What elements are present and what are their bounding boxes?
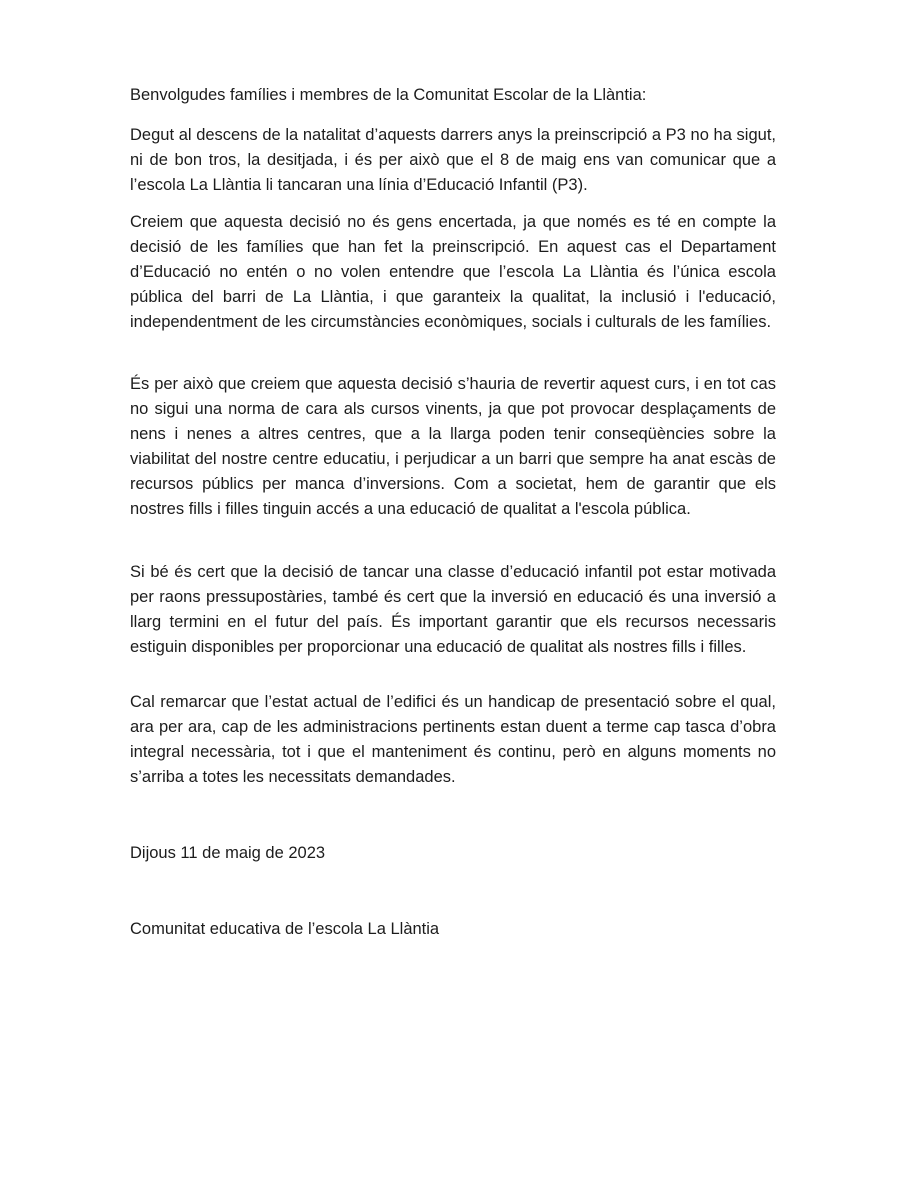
paragraph-4: Si bé és cert que la decisió de tancar una classe d’educació infantil pot estar motivada per raons pressupostàries, també és cert que la inversió en educació és una inversió a llarg termini en el futur del país. És important garantir que els recursos necessaris estiguin disponibles per proporcionar una educació de qualitat als nostres fills i filles. bbox=[130, 563, 776, 656]
salutation: Benvolgudes famílies i membres de la Comunitat Escolar de la Llàntia: bbox=[130, 86, 647, 104]
paragraph-1: Degut al descens de la natalitat d’aquests darrers anys la preinscripció a P3 no ha sigut, ni de bon tros, la desitjada, i és per això que el 8 de maig ens van comunicar que a l’escola La Llàntia li tancaran una línia d’Educació Infantil (P3). bbox=[130, 126, 776, 194]
letter-signature: Comunitat educativa de l’escola La Llàntia bbox=[130, 920, 440, 938]
paragraph-3: És per això que creiem que aquesta decisió s’hauria de revertir aquest curs, i en tot cas no sigui una norma de cara als cursos vinents, ja que pot provocar desplaçaments de nens i nenes a altres centres, que a la llarga poden tenir conseqüències sobre la viabilitat del nostre centre educatiu, i perjudicar a un barri que sempre ha anat escàs de recursos públics per manca d’inversions. Com a societat, hem de garantir que els nostres fills i filles tinguin accés a una educació de qualitat a l'escola pública. bbox=[130, 375, 776, 518]
letter-date: Dijous 11 de maig de 2023 bbox=[130, 844, 326, 862]
paragraph-2: Creiem que aquesta decisió no és gens encertada, ja que només es té en compte la decisió de les famílies que han fet la preinscripció. En aquest cas el Departament d’Educació no entén o no volen entendre que l’escola La Llàntia és l’única escola pública del barri de La Llàntia, i que garanteix la qualitat, la inclusió i l'educació, independentment de les circumstàncies econòmiques, socials i culturals de les famílies. bbox=[130, 213, 776, 331]
paragraph-5: Cal remarcar que l’estat actual de l’edifici és un handicap de presentació sobre el qual, ara per ara, cap de les administracions pertinents estan duent a terme cap tasca d’obra integral necessària, tot i que el manteniment és continu, però en alguns moments no s’arriba a totes les necessitats demandades. bbox=[130, 693, 776, 786]
